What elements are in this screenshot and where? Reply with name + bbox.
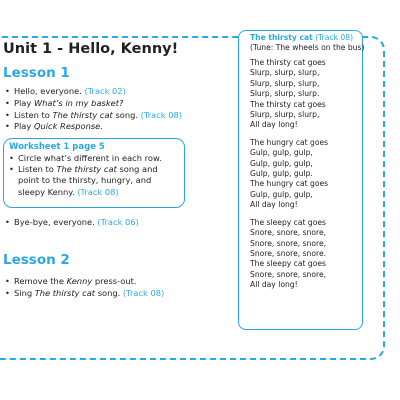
lyric-line: The sleepy cat goes — [250, 259, 326, 269]
item-text: Play — [14, 97, 34, 108]
bullet-icon: • — [5, 109, 10, 120]
bullet-icon: • — [5, 217, 10, 227]
song-title-ref: The thirsty cat — [56, 164, 117, 175]
song-title-ref: The thirsty cat — [52, 109, 113, 120]
song-tune: (Tune: The wheels on the bus) — [250, 42, 365, 52]
lesson-2-activities — [5, 276, 164, 300]
list-item — [5, 121, 182, 133]
lyric-line: Gulp, gulp, gulp, — [250, 148, 313, 158]
bullet-icon: • — [5, 97, 10, 108]
list-item — [9, 153, 180, 164]
bullet-icon: • — [9, 153, 14, 163]
lyric-line: All day long! — [250, 280, 298, 290]
activity-title: What’s in my basket? — [33, 97, 124, 108]
lyric-line: Slurp, slurp, slurp, — [250, 68, 320, 78]
press-out-name: Kenny — [66, 276, 93, 286]
song-header — [250, 33, 365, 52]
bullet-icon: • — [5, 276, 10, 286]
list-item — [5, 276, 164, 288]
lyric-line: The sleepy cat goes — [250, 217, 326, 227]
track-reference: (Track 06) — [97, 217, 139, 227]
bullet-icon: • — [9, 164, 14, 175]
track-reference: (Track 08) — [140, 109, 183, 120]
lyric-line: Gulp, gulp, gulp. — [250, 169, 313, 179]
item-text: Sing — [14, 287, 35, 298]
worksheet-title: Worksheet 1 page 5 — [9, 142, 105, 152]
lesson-1-heading: Lesson 1 — [3, 65, 70, 81]
lyric-line: Snore, snore, snore, — [250, 228, 327, 238]
song-title-line — [250, 33, 356, 43]
track-reference: (Track 08) — [77, 186, 119, 197]
item-text: Hello, everyone. — [14, 86, 85, 96]
item-text: press-out. — [92, 276, 137, 286]
song-title: The thirsty cat — [250, 33, 313, 42]
item-text: song. — [112, 109, 141, 120]
verse-1 — [250, 58, 356, 131]
bullet-icon: • — [5, 121, 10, 132]
list-item — [5, 217, 139, 229]
lesson-1-activities — [5, 86, 182, 133]
item-text: song and point to the thirsty, hungry, and sleepy Kenny. — [18, 164, 158, 197]
unit-title: Unit 1 - Hello, Kenny! — [3, 41, 179, 57]
lyric-line: Snore, snore, snore, — [250, 269, 327, 279]
worksheet-activities — [9, 153, 180, 198]
item-text: Bye-bye, everyone. — [14, 217, 98, 227]
track-reference: (Track 08) — [122, 287, 165, 298]
verse-2 — [250, 138, 356, 211]
list-item — [5, 86, 182, 98]
lyric-line: Slurp, slurp, slurp, — [250, 78, 320, 88]
item-text: Circle what’s different in each row. — [18, 153, 162, 163]
lesson-2-heading: Lesson 2 — [3, 252, 70, 268]
lesson-1-closing — [5, 217, 139, 229]
lyric-line: All day long! — [250, 200, 298, 210]
lyric-line: Slurp, slurp, slurp. — [250, 89, 320, 99]
list-item — [5, 288, 164, 300]
item-text: song. — [95, 287, 123, 298]
lyric-line: Gulp, gulp, gulp, — [250, 189, 313, 199]
song-title-ref: The thirsty cat — [34, 287, 96, 298]
lyric-line: All day long! — [250, 120, 298, 130]
item-text: Remove the — [14, 276, 67, 286]
bullet-icon: • — [5, 287, 10, 298]
lyric-line: The thirsty cat goes — [250, 99, 326, 109]
lyric-line: Gulp, gulp, gulp, — [250, 158, 313, 168]
lyric-line: Snore, snore, snore. — [250, 248, 327, 258]
lyric-line: The hungry cat goes — [250, 179, 329, 189]
worksheet-box — [3, 138, 185, 208]
lyric-line: The thirsty cat goes — [250, 58, 326, 67]
verse-3 — [250, 218, 356, 291]
item-text: . — [100, 121, 103, 132]
lyric-line: The hungry cat goes — [250, 137, 329, 147]
track-reference: (Track 08) — [315, 33, 354, 42]
bullet-icon: • — [5, 86, 10, 96]
item-text: Play — [14, 121, 34, 132]
activity-title: Quick Response — [33, 121, 101, 132]
lyric-line: Slurp, slurp, slurp, — [250, 110, 320, 120]
track-reference: (Track 02) — [84, 86, 126, 96]
list-item — [5, 98, 182, 110]
list-item — [9, 164, 180, 198]
item-text: Listen to — [18, 164, 57, 175]
lyric-line: Snore, snore, snore, — [250, 238, 327, 248]
song-lyrics-box — [238, 30, 363, 330]
item-text: Listen to — [14, 109, 53, 120]
list-item — [5, 110, 182, 122]
